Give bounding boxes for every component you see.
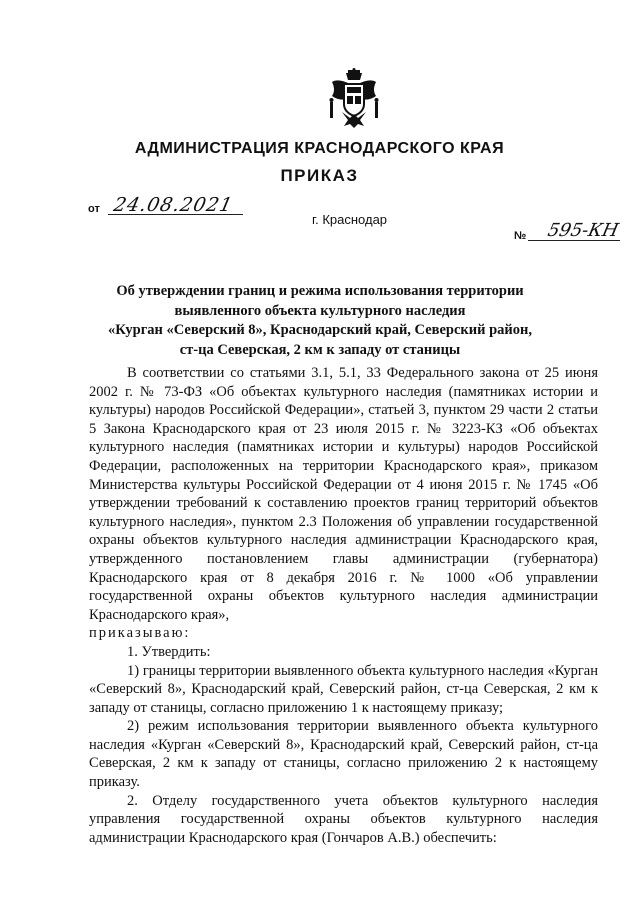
item-1-1: 1) границы территории выявленного объекта культурного наследия «Курган «Северский 8», Краснодарский край, Северский район, ст-ца Северская, 2 км к западу от станицы, согласно приложению 1 к настоящему приказу;: [89, 662, 598, 716]
item-1-2: 2) режим использования территории выявленного объекта культурного наследия «Курган «Северский 8», Краснодарский край, Северский район, ст-ца Северская, 2 км к западу от станицы, согласно приложению 2 к настоящему приказу.: [89, 718, 598, 791]
coat-of-arms-emblem: [328, 68, 380, 130]
title-line: ст-ца Северская, 2 км к западу от станицы: [179, 341, 461, 358]
order-word: приказываю:: [89, 625, 191, 642]
date-handwritten: 24.08.2021: [111, 194, 236, 216]
title-line: Об утверждении границ и режима использования территории: [116, 283, 524, 299]
document-title: [90, 282, 550, 360]
date-prefix: от: [88, 203, 100, 215]
organization-title: АДМИНИСТРАЦИЯ КРАСНОДАРСКОГО КРАЯ: [134, 140, 505, 157]
title-line: «Курган «Северский 8», Краснодарский край, Северский район,: [107, 322, 532, 338]
preamble-paragraph: В соответствии со статьями 3.1, 5.1, 33 Федерального закона от 25 июня 2002 г. № 73-ФЗ «Об объектах культурного наследия (памятниках истории и культуры) народов Российской Федерации», статьей 3, пунктом 29 части 2 статьи 5 Закона Краснодарского края от 23 июля 2015 г. № 3223-КЗ «Об объектах культурного наследия (памятниках истории и культуры) народов Российской Федерации, расположенных на территории Краснодарского края», приказом Министерства культуры Российской Федерации от 4 июня 2015 г. № 1745 «Об утверждении требований к составлению проектов границ территорий объектов культурного наследия», пунктом 2.3 Положения об управлении государственной охраны объектов культурного наследия администрации Краснодарского края, утвержденного постановлением главы администрации (губернатора) Краснодарского края от 8 декабря 2016 г. № 1000 «Об управлении государственной охраны объектов культурного наследия администрации Краснодарского края»,: [89, 365, 598, 623]
item-2: 2. Отделу государственного учета объектов культурного наследия управления государственной охраны объектов культурного наследия администрации Краснодарского края (Гончаров А.В.) обеспечить:: [89, 792, 598, 846]
number-handwritten: 595-КН: [545, 220, 621, 241]
city: г. Краснодар: [311, 212, 388, 227]
title-line: выявленного объекта культурного наследия: [174, 302, 466, 319]
number-prefix: №: [514, 230, 527, 242]
item-1: 1. Утвердить:: [127, 643, 211, 660]
document-type: ПРИКАЗ: [280, 166, 359, 185]
document-body: [89, 364, 598, 847]
